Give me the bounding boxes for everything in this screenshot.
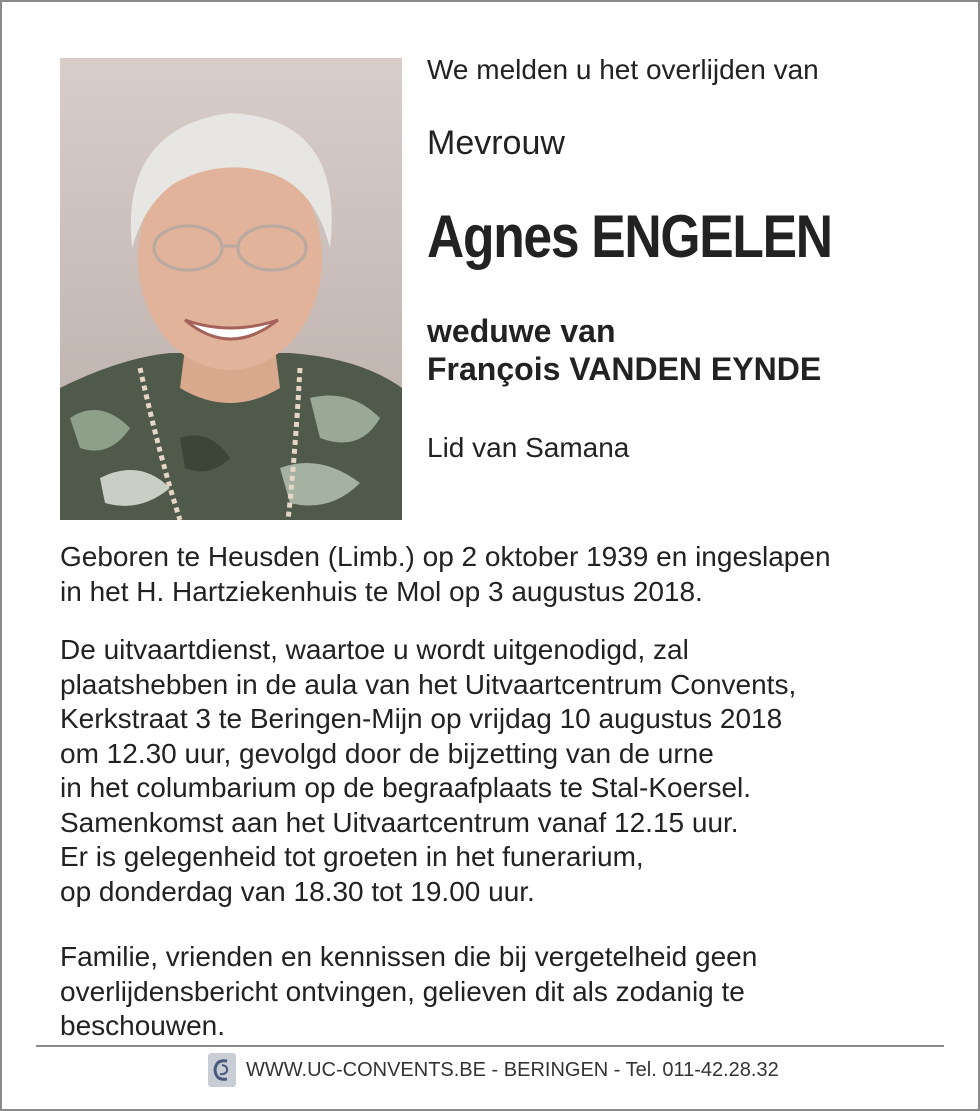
intro-text: We melden u het overlijden van	[427, 54, 819, 85]
portrait-photo	[60, 58, 402, 520]
paragraph-line: Familie, vrienden en kennissen die bij vergetelheid geen	[60, 941, 758, 972]
paragraph-line: plaatshebben in de aula van het Uitvaartcentrum Convents,	[60, 668, 797, 700]
footer-contact: WWW.UC-CONVENTS.BE - BERINGEN - Tel. 011-42.28.32	[246, 1058, 779, 1081]
paragraph-line: in het columbarium op de begraafplaats te Stal-Koersel.	[60, 772, 752, 803]
paragraph-line: De uitvaartdienst, waartoe u wordt uitgenodigd, zal	[60, 634, 689, 665]
paragraph-line: Geboren te Heusden (Limb.) op 2 oktober 1939 en ingeslapen	[60, 541, 831, 572]
notice-paragraph	[60, 940, 960, 1044]
birth-paragraph	[60, 540, 960, 609]
membership: Lid van Samana	[427, 432, 630, 463]
service-paragraph	[60, 633, 960, 909]
paragraph-line: overlijdensbericht ontvingen, gelieven dit als zodanig te	[60, 975, 745, 1007]
paragraph-line: beschouwen.	[60, 1010, 226, 1041]
honorific: Mevrouw	[427, 124, 565, 162]
paragraph-line: Kerkstraat 3 te Beringen-Mijn op vrijdag 10 augustus 2018	[60, 703, 783, 734]
paragraph-line: in het H. Hartziekenhuis te Mol op 3 augustus 2018.	[60, 575, 703, 607]
paragraph-line: Er is gelegenheid tot groeten in het funerarium,	[60, 841, 644, 872]
widow-block	[427, 312, 821, 388]
paragraph-line: Samenkomst aan het Uitvaartcentrum vanaf 12.15 uur.	[60, 806, 739, 838]
widow-label: weduwe van	[427, 313, 616, 349]
spouse-name: François VANDEN EYNDE	[427, 351, 822, 387]
deceased-name: Agnes ENGELEN	[427, 203, 832, 270]
paragraph-line: om 12.30 uur, gevolgd door de bijzetting van de urne	[60, 737, 714, 769]
uc-convents-logo-icon	[208, 1053, 236, 1087]
paragraph-line: op donderdag van 18.30 tot 19.00 uur.	[60, 875, 535, 907]
footer-divider	[36, 1045, 944, 1047]
footer	[208, 1052, 779, 1088]
